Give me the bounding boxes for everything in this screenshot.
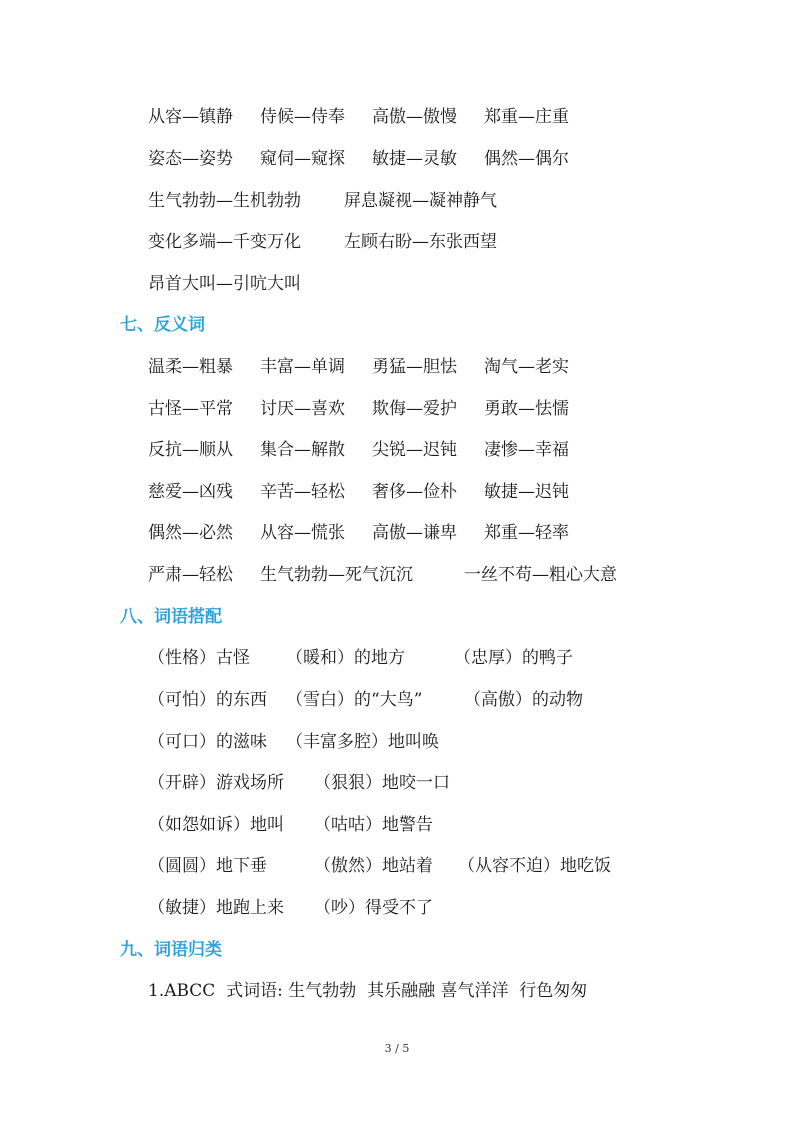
word-pair: 凄惨—幸福	[484, 440, 569, 460]
phrase: （吵）得受不了	[314, 898, 433, 918]
word-pair: 反抗—顺从	[148, 440, 233, 460]
phrase: （从容不迫）地吃饭	[458, 856, 611, 876]
word-pair: 高傲—傲慢	[372, 107, 457, 127]
word-pair: 窥伺—窥探	[260, 149, 345, 169]
word-pair: 欺侮—爱护	[372, 399, 457, 419]
word-pair: 古怪—平常	[148, 399, 233, 419]
phrase: （忠厚）的鸭子	[454, 648, 573, 668]
synonym-row	[0, 188, 497, 214]
collocation-row	[0, 729, 439, 755]
collocation-row	[0, 812, 433, 838]
antonym-row	[0, 562, 617, 588]
word-pair: 屏息凝视—凝神静气	[344, 191, 497, 211]
section-heading-classification: 九、词语归类	[120, 940, 222, 960]
word-pair: 从容—镇静	[148, 107, 233, 127]
synonym-row	[0, 229, 497, 255]
antonym-row	[0, 520, 569, 546]
word-pair: 左顾右盼—东张西望	[344, 232, 497, 252]
word-pair: 敏捷—迟钝	[484, 482, 569, 502]
phrase: （可怕）的东西	[148, 690, 267, 710]
phrase: （如怨如诉）地叫	[148, 815, 284, 835]
phrase: （高傲）的动物	[464, 690, 583, 710]
word-pair: 集合—解散	[260, 440, 345, 460]
word-pair: 生气勃勃—生机勃勃	[148, 191, 301, 211]
phrase: （可口）的滋味	[148, 732, 267, 752]
antonym-row	[0, 437, 569, 463]
phrase: （咕咕）地警告	[314, 815, 433, 835]
word-pair: 尖锐—迟钝	[372, 440, 457, 460]
collocation-row	[0, 645, 573, 671]
antonym-row	[0, 354, 569, 380]
section-heading-collocations: 八、词语搭配	[120, 607, 222, 627]
phrase: （雪白）的“大鸟”	[286, 690, 423, 710]
word-pair: 昂首大叫—引吭大叫	[148, 274, 301, 294]
phrase: （丰富多腔）地叫唤	[286, 732, 439, 752]
section-heading-antonyms: 七、反义词	[120, 315, 205, 335]
phrase: （狠狠）地咬一口	[314, 773, 450, 793]
phrase: （傲然）地站着	[314, 856, 433, 876]
word-pair: 从容—慌张	[260, 523, 345, 543]
phrase: （圆圆）地下垂	[148, 856, 267, 876]
word-pair: 奢侈—俭朴	[372, 482, 457, 502]
word-pair: 生气勃勃—死气沉沉	[260, 565, 413, 585]
word-pair: 温柔—粗暴	[148, 357, 233, 377]
word-pair: 郑重—轻率	[484, 523, 569, 543]
word-pair: 偶然—偶尔	[484, 149, 569, 169]
phrase: （暖和）的地方	[286, 648, 405, 668]
word-pair: 高傲—谦卑	[372, 523, 457, 543]
word-pair: 严肃—轻松	[148, 565, 233, 585]
synonym-row	[0, 146, 569, 172]
word-pair: 丰富—单调	[260, 357, 345, 377]
word-pair: 敏捷—灵敏	[372, 149, 457, 169]
word-pair: 一丝不苟—粗心大意	[464, 565, 617, 585]
classification-text: 1.ABCC 式词语: 生气勃勃 其乐融融 喜气洋洋 行色匆匆	[148, 981, 588, 1001]
collocation-row	[0, 687, 583, 713]
collocation-row	[0, 770, 450, 796]
word-pair: 辛苦—轻松	[260, 482, 345, 502]
word-pair: 勇猛—胆怯	[372, 357, 457, 377]
word-pair: 讨厌—喜欢	[260, 399, 345, 419]
word-pair: 变化多端—千变万化	[148, 232, 301, 252]
word-pair: 慈爱—凶残	[148, 482, 233, 502]
synonym-row	[0, 104, 569, 130]
word-pair: 姿态—姿势	[148, 149, 233, 169]
synonym-row	[0, 271, 301, 297]
word-pair: 郑重—庄重	[484, 107, 569, 127]
phrase: （敏捷）地跑上来	[148, 898, 284, 918]
collocation-row	[0, 895, 433, 921]
word-pair: 淘气—老实	[484, 357, 569, 377]
antonym-row	[0, 396, 569, 422]
phrase: （开辟）游戏场所	[148, 773, 284, 793]
antonym-row	[0, 479, 569, 505]
collocation-row	[0, 853, 611, 879]
phrase: （性格）古怪	[148, 648, 250, 668]
word-pair: 侍候—侍奉	[260, 107, 345, 127]
classification-item	[0, 978, 588, 1004]
page-number: 3 / 5	[384, 1042, 410, 1055]
word-pair: 勇敢—怯懦	[484, 399, 569, 419]
word-pair: 偶然—必然	[148, 523, 233, 543]
